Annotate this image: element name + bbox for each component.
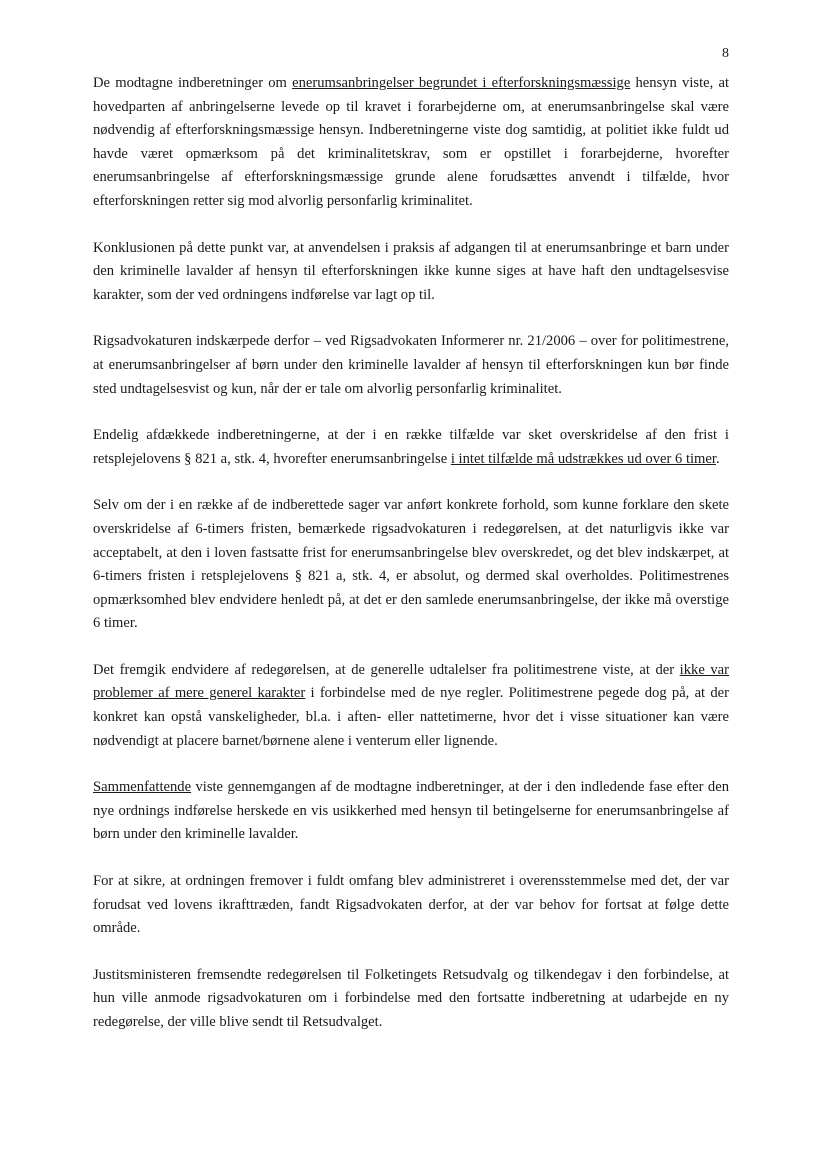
paragraph-text: hensyn viste, at hovedparten af anbringelserne levede op til kravet i forarbejderne om, at enerumsanbringelse skal være nødvendig af efterforskningsmæssige hensyn. Indberetningerne viste dog samtidig, at politiet ikke fuldt ud havde været opmærksom på det kriminalitetskrav, som er opstillet i forarbejderne, hvorefter enerumsanbringelse af efterforskningsmæssige grunde alene forudsættes anvendt i tilfælde, hvor efterforskningen retter sig mod alvorlig personfarlig kriminalitet. [93, 75, 729, 209]
paragraph-6 [93, 659, 729, 753]
paragraph-1 [93, 72, 729, 214]
paragraph-5 [93, 494, 729, 636]
underlined-text: ikke var problemer af mere generel karakter [93, 661, 729, 702]
paragraph-text: viste gennemgangen af de modtagne indberetninger, at der i den indledende fase efter den nye ordnings indførelse herskede en vis usikkerhed med hensyn til betingelserne for enerumsanbringelse af børn under den kriminelle lavalder. [93, 779, 729, 843]
underlined-text: i intet tilfælde må udstrækkes ud over 6 timer [450, 450, 716, 467]
paragraph-2 [93, 237, 729, 308]
document-body [93, 72, 729, 1058]
paragraph-text: Det fremgik endvidere af redegørelsen, at de generelle udtalelser fra politimestrene viste, at der [93, 661, 680, 678]
paragraph-3 [93, 330, 729, 401]
paragraph-7 [93, 776, 729, 847]
paragraph-text: i forbindelse med de nye regler. Politimestrene pegede dog på, at der konkret kan opstå vanskeligheder, bl.a. i aften- eller nattetimerne, hvor det i visse situationer kan være nødvendigt at placere barnet/børnene alene i venterum eller lignende. [93, 685, 729, 749]
page-number: 8 [722, 46, 729, 61]
paragraph-text: Selv om der i en række af de indberettede sager var anført konkrete forhold, som kunne forklare den skete overskridelse af 6-timers fristen, bemærkede rigsadvokaturen i redegørelsen, at det naturligvis ikke var acceptabelt, at den i loven fastsatte frist for enerumsanbringelse blev overskredet, og det blev indskærpet, at 6-timers fristen i retsplejelovens § 821 a, stk. 4, er absolut, og dermed skal overholdes. Politimestrenes opmærksomhed blev endvidere henledt på, at det er den samlede enerumsanbringelse, der ikke må overstige 6 timer. [93, 497, 729, 632]
paragraph-text: For at sikre, at ordningen fremover i fuldt omfang blev administreret i overensstemmelse med det, der var forudsat ved lovens ikrafttræden, fandt Rigsadvokaten derfor, at der var behov for fortsat at følge dette område. [93, 873, 729, 937]
paragraph-text: De modtagne indberetninger om [93, 75, 293, 91]
paragraph-text: . [715, 450, 720, 467]
paragraph-text: Rigsadvokaturen indskærpede derfor – ved Rigsadvokaten Informerer nr. 21/2006 – over for politimestrene, at enerumsanbringelser af børn under den kriminelle lavalder af hensyn til efterforskningen kun bør finde sted undtagelsesvist og kun, når der er tale om alvorlig personfarlig kriminalitet. [93, 333, 729, 397]
paragraph-9 [93, 964, 729, 1035]
paragraph-text: Justitsministeren fremsendte redegørelsen til Folketingets Retsudvalg og tilkendegav i den forbindelse, at hun ville anmode rigsadvokaturen om i forbindelse med den fortsatte indberetning at udarbejde en ny redegørelse, der ville blive sendt til Retsudvalget. [93, 966, 729, 1030]
paragraph-text: Endelig afdækkede indberetningerne, at der i en række tilfælde var sket overskridelse af den frist i retsplejelovens § 821 a, stk. 4, hvorefter enerumsanbringelse [93, 427, 729, 467]
paragraph-text: Konklusionen på dette punkt var, at anvendelsen i praksis af adgangen til at enerumsanbringe et barn under den kriminelle lavalder af hensyn til efterforskningen ikke kunne siges at have haft den undtagelsesvise karakter, som der ved ordningens indførelse var lagt op til. [93, 239, 729, 303]
underlined-text: enerumsanbringelser begrundet i efterforskningsmæssige [292, 75, 631, 91]
paragraph-8 [93, 870, 729, 941]
paragraph-4 [93, 424, 729, 471]
underlined-text: Sammenfattende [93, 779, 192, 796]
